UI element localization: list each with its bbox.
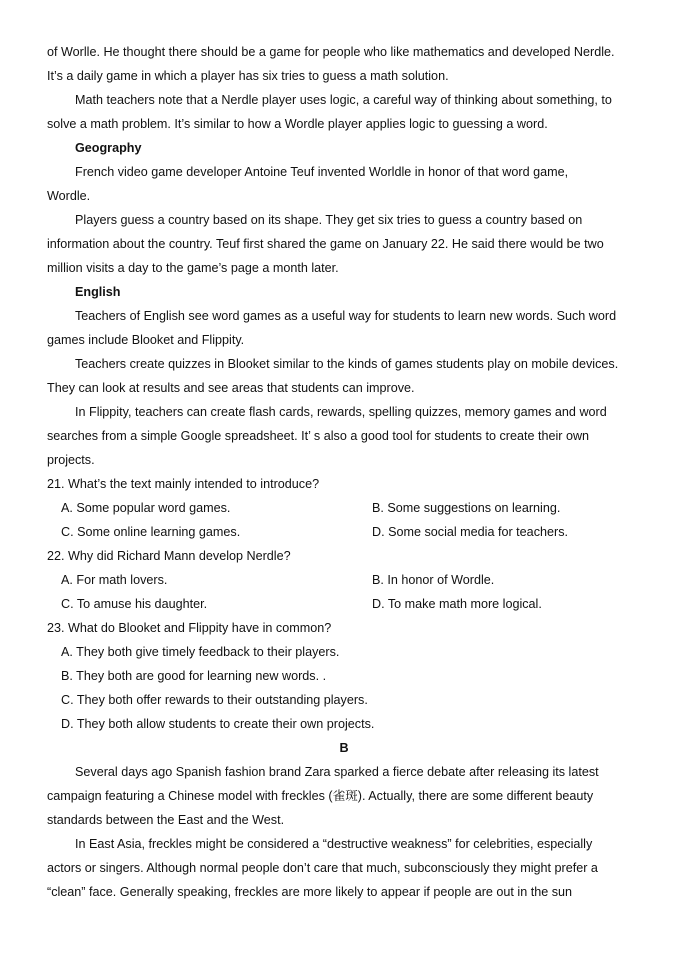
question-23-option-b-row: [0, 664, 688, 688]
question-22-options-row-1: [0, 568, 688, 592]
text-line: “clean” face. Generally speaking, freckles are more likely to appear if people are out in the sun: [47, 885, 573, 899]
text-line: Wordle.: [47, 189, 91, 203]
text-line: of Worlle. He thought there should be a game for people who like mathematics and developed Nerdle.: [47, 45, 615, 59]
text-line: actors or singers. Although normal people don’t care that much, subconsciously they might prefer a: [47, 861, 598, 875]
text-line: games include Blooket and Flippity.: [47, 333, 245, 347]
question-22-options-row-2: [0, 592, 688, 616]
text-line: Players guess a country based on its shape. They get six tries to guess a country based on: [75, 213, 583, 227]
text-line: In Flippity, teachers can create flash cards, rewards, spelling quizzes, memory games and word: [75, 405, 607, 419]
question-22-option-c: C. To amuse his daughter.: [61, 597, 208, 611]
question-22-option-d: D. To make math more logical.: [372, 597, 542, 611]
text-line: projects.: [47, 453, 95, 467]
text-line: million visits a day to the game’s page a month later.: [47, 261, 339, 275]
question-23-option-a: A. They both give timely feedback to their players.: [61, 645, 340, 659]
question-21-options-row-2: [0, 520, 688, 544]
text-line: campaign featuring a Chinese model with freckles (雀斑). Actually, there are some different beauty: [47, 789, 594, 803]
document-page: [0, 40, 688, 904]
text-line: It’s a daily game in which a player has six tries to guess a math solution.: [47, 69, 449, 83]
question-21-option-c: C. Some online learning games.: [61, 525, 241, 539]
question-23-option-d: D. They both allow students to create their own projects.: [61, 717, 375, 731]
question-22-option-a: A. For math lovers.: [61, 573, 168, 587]
question-23-option-c-row: [0, 688, 688, 712]
question-21-option-d: D. Some social media for teachers.: [372, 525, 568, 539]
text-line: Teachers create quizzes in Blooket similar to the kinds of games students play on mobile devices.: [75, 357, 619, 371]
text-line: Teachers of English see word games as a useful way for students to learn new words. Such word: [75, 309, 617, 323]
text-line: Math teachers note that a Nerdle player uses logic, a careful way of thinking about something, to: [75, 93, 612, 107]
text-line: searches from a simple Google spreadsheet. It’ s also a good tool for students to create their own: [47, 429, 590, 443]
text-line: information about the country. Teuf first shared the game on January 22. He said there would be two: [47, 237, 604, 251]
question-23-option-c: C. They both offer rewards to their outstanding players.: [61, 693, 368, 707]
section-heading-english: English: [75, 285, 121, 299]
question-23-option-d-row: [0, 712, 688, 736]
text-line: They can look at results and see areas that students can improve.: [47, 381, 415, 395]
question-21-option-b: B. Some suggestions on learning.: [372, 501, 561, 515]
question-22-option-b: B. In honor of Wordle.: [372, 573, 495, 587]
question-21-stem: 21. What’s the text mainly intended to introduce?: [47, 477, 320, 491]
question-23-option-a-row: [0, 640, 688, 664]
passage-b-title: B: [339, 741, 349, 755]
question-21-option-a: A. Some popular word games.: [61, 501, 231, 515]
question-23-stem: 23. What do Blooket and Flippity have in common?: [47, 621, 332, 635]
text-line: solve a math problem. It’s similar to how a Wordle player applies logic to guessing a word.: [47, 117, 548, 131]
question-22-stem: 22. Why did Richard Mann develop Nerdle?: [47, 549, 291, 563]
question-21-options-row-1: [0, 496, 688, 520]
question-23-option-b: B. They both are good for learning new words. .: [61, 669, 327, 683]
text-line: standards between the East and the West.: [47, 813, 285, 827]
text-line: French video game developer Antoine Teuf invented Worldle in honor of that word game,: [75, 165, 569, 179]
text-line: In East Asia, freckles might be considered a “destructive weakness” for celebrities, especially: [75, 837, 593, 851]
section-heading-geography: Geography: [75, 141, 142, 155]
text-line: Several days ago Spanish fashion brand Zara sparked a fierce debate after releasing its latest: [75, 765, 599, 779]
